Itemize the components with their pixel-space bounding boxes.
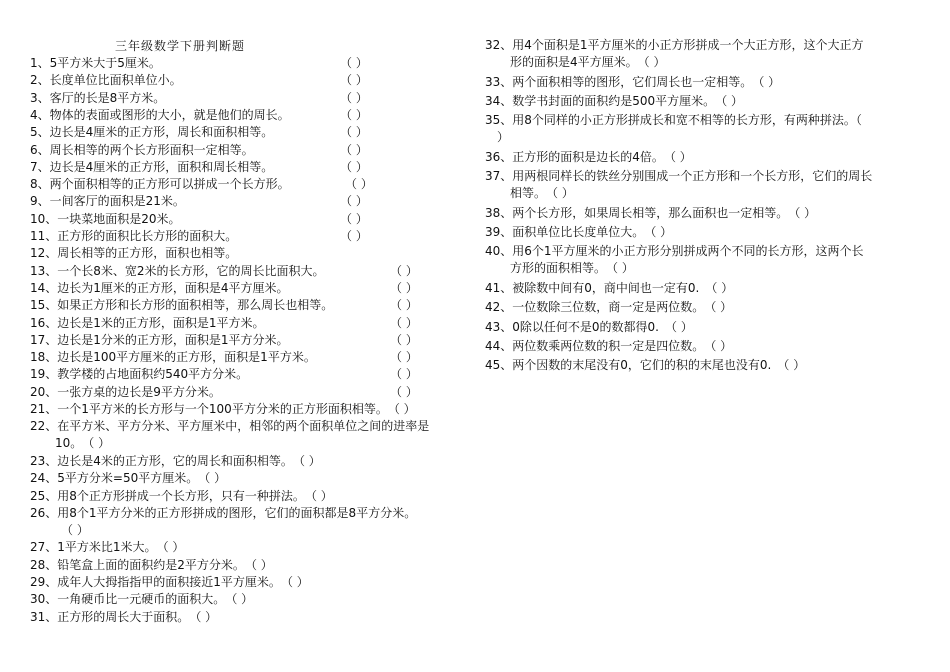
question-text: 用两根同样长的铁丝分别围成一个正方形和一个长方形，它们的周长	[512, 169, 873, 184]
question-text: 教学楼的占地面积约540平方分米。	[57, 367, 249, 382]
answer-bracket[interactable]: （ ）	[204, 471, 227, 486]
question-number: 43、	[485, 319, 513, 334]
question-text: 长度单位比面积单位小。	[49, 73, 182, 88]
question-text: 正方形的面积比长方形的面积大。	[57, 229, 238, 243]
question-text: 边长是4厘米的正方形，周长和面积相等。	[49, 125, 274, 140]
question-text: 两个面积相等的正方形可以拼成一个长方形。	[49, 177, 290, 192]
answer-bracket[interactable]: （ ）	[286, 575, 309, 589]
question-text: 两个长方形，如果周长相等，那么面积也一定相等。	[512, 205, 783, 220]
question-text: 两位数乘两位数的积一定是四位数。	[512, 338, 699, 353]
question-text: 1平方米比1米大。	[57, 540, 151, 555]
answer-bracket[interactable]: （ ）	[88, 436, 111, 451]
question-text: 0除以任何不是0的数都得0.	[512, 319, 660, 334]
answer-bracket[interactable]: （ ）	[710, 300, 733, 315]
question-item	[485, 338, 925, 355]
question-item	[30, 176, 470, 193]
question-text: 边长是1分米的正方形，面积是1平方分米。	[57, 332, 289, 347]
question-item	[30, 263, 470, 280]
question-number: 15、	[30, 298, 58, 313]
answer-bracket[interactable]: （ ）	[340, 73, 368, 88]
question-text-continued: 形的面积是4平方厘米。	[510, 55, 632, 69]
answer-bracket[interactable]: （ ）	[758, 74, 781, 89]
answer-bracket[interactable]: （ ）	[390, 332, 418, 347]
question-text: 数学书封面的面积约是500平方厘米。	[512, 93, 710, 108]
question-text-continued: 方形的面积相等。	[510, 261, 601, 276]
question-item	[30, 609, 470, 626]
question-text: 用8个1平方分米的正方形拼成的图形，它们的面积都是8平方分米。	[57, 505, 417, 520]
question-number: 5、	[30, 125, 50, 140]
question-text: 一个1平方米的长方形与一个100平方分米的正方形面积相等。	[57, 402, 382, 416]
question-item	[30, 280, 470, 297]
question-item	[30, 539, 470, 556]
question-item	[485, 299, 925, 316]
answer-bracket[interactable]: （ ）	[643, 55, 666, 69]
question-item	[30, 72, 470, 89]
question-number: 42、	[485, 300, 513, 315]
question-item	[30, 591, 470, 608]
question-continuation	[30, 435, 470, 452]
answer-bracket[interactable]: （ ）	[340, 125, 368, 140]
question-text: 面积单位比长度单位大。	[512, 225, 639, 239]
answer-bracket[interactable]: （ ）	[310, 488, 333, 503]
question-item	[30, 55, 470, 72]
question-text: 一角硬币比一元硬币的面积大。	[57, 592, 220, 607]
answer-bracket[interactable]: （ ）	[231, 592, 254, 607]
question-item	[30, 124, 470, 141]
question-number: 12、	[30, 246, 58, 261]
question-text: 用6个1平方厘米的小正方形分别拼成两个不同的长方形，这两个长	[512, 244, 864, 259]
question-item	[485, 149, 925, 166]
question-item	[30, 418, 470, 452]
answer-bracket[interactable]: （ ）	[390, 367, 418, 382]
question-number: 6、	[30, 142, 50, 157]
question-number: 35、	[485, 113, 513, 128]
question-number: 31、	[30, 609, 58, 624]
question-text: 边长是4米的正方形，它的周长和面积相等。	[57, 453, 287, 468]
question-text: 用8个同样的小正方形拼成长和宽不相等的长方形，有两种拼法。（	[512, 113, 862, 128]
question-text: 用8个正方形拼成一个长方形，只有一种拼法。	[57, 488, 299, 503]
answer-bracket[interactable]: （ ）	[710, 338, 733, 353]
question-item	[30, 90, 470, 107]
question-item	[485, 74, 925, 91]
question-text: 用4个面积是1平方厘米的小正方形拼成一个大正方形，这个大正方	[512, 38, 864, 52]
question-number: 39、	[485, 225, 513, 239]
question-item	[30, 366, 470, 383]
answer-bracket[interactable]: （ ）	[298, 453, 321, 468]
question-number: 13、	[30, 263, 58, 278]
question-item	[30, 401, 470, 418]
question-item	[30, 488, 470, 505]
question-text-continued: 相等。	[510, 186, 541, 201]
question-item	[30, 211, 470, 228]
question-item	[30, 297, 470, 314]
question-item	[485, 319, 925, 336]
question-text: 被除数中间有0，商中间也一定有0.	[512, 280, 700, 295]
question-item	[30, 505, 470, 539]
answer-bracket[interactable]: （ ）	[340, 56, 368, 70]
question-number: 32、	[485, 38, 513, 52]
question-item	[485, 205, 925, 222]
question-item	[485, 280, 925, 297]
question-text: 一间客厅的面积是21米。	[49, 194, 185, 209]
question-item	[30, 245, 470, 262]
question-item	[30, 193, 470, 210]
answer-bracket[interactable]: （ ）	[390, 384, 418, 399]
question-item	[30, 557, 470, 574]
question-continuation	[485, 185, 925, 202]
question-number: 33、	[485, 74, 513, 89]
answer-bracket[interactable]: （ ）	[721, 93, 744, 108]
question-text: 周长相等的两个长方形面积一定相等。	[49, 142, 254, 157]
question-item	[485, 93, 925, 110]
question-text: 5平方分米=50平方厘米。	[57, 471, 193, 486]
question-text: 边长是4厘米的正方形，面积和周长相等。	[49, 159, 274, 174]
question-item	[485, 357, 925, 374]
answer-bracket[interactable]: （ ）	[340, 142, 368, 157]
question-text: 一位数除三位数，商一定是两位数。	[512, 300, 699, 315]
question-number: 10、	[30, 211, 58, 226]
question-text: 两个因数的末尾没有0，它们的积的末尾也没有0.	[512, 358, 772, 373]
question-number: 3、	[30, 90, 50, 105]
question-item	[30, 107, 470, 124]
page-title: 三年级数学下册判断题	[115, 39, 246, 53]
question-text: 如果正方形和长方形的面积相等，那么周长也相等。	[57, 298, 334, 313]
question-number: 38、	[485, 205, 513, 220]
question-item	[30, 228, 470, 245]
question-text: 客厅的长是8平方米。	[49, 90, 166, 105]
question-continuation	[30, 522, 470, 539]
question-text: 周长相等的正方形，面积也相等。	[57, 246, 238, 261]
question-item	[30, 315, 470, 332]
question-item	[30, 159, 470, 176]
question-text: 一张方桌的边长是9平方分米。	[57, 384, 221, 399]
question-item	[485, 168, 925, 202]
question-number: 37、	[485, 169, 513, 184]
answer-bracket[interactable]: （ ）	[162, 540, 185, 555]
question-number: 29、	[30, 575, 58, 589]
answer-bracket[interactable]: （ ）	[783, 358, 806, 373]
question-item	[485, 112, 925, 146]
question-number: 21、	[30, 402, 58, 416]
question-text: 物体的表面或图形的大小，就是他们的周长。	[49, 107, 290, 122]
question-number: 44、	[485, 338, 513, 353]
question-item	[485, 37, 925, 71]
answer-bracket[interactable]: （ ）	[390, 263, 418, 278]
question-text: 正方形的面积是边长的4倍。	[512, 149, 658, 164]
answer-bracket[interactable]: （ ）	[390, 280, 418, 295]
question-number: 28、	[30, 557, 58, 572]
question-number: 30、	[30, 592, 58, 607]
question-item	[485, 243, 925, 277]
answer-bracket[interactable]: （ ）	[67, 522, 89, 537]
question-item	[30, 574, 470, 591]
question-item	[485, 224, 925, 241]
answer-bracket[interactable]: （ ）	[340, 229, 368, 243]
question-number: 40、	[485, 244, 513, 259]
question-text: 正方形的周长大于面积。	[57, 609, 184, 624]
question-text: 一块菜地面积是20米。	[57, 211, 181, 226]
question-number: 26、	[30, 505, 58, 520]
question-number: 22、	[30, 419, 58, 434]
answer-bracket[interactable]: （ ）	[340, 211, 368, 226]
answer-bracket[interactable]: （ ）	[390, 298, 418, 313]
question-number: 14、	[30, 280, 58, 295]
question-item	[30, 470, 470, 487]
answer-bracket[interactable]: （ ）	[390, 350, 418, 365]
question-number: 9、	[30, 194, 50, 209]
question-number: 7、	[30, 159, 50, 174]
question-text: 5平方米大于5厘米。	[49, 56, 161, 70]
question-text: 铅笔盒上面的面积约是2平方分米。	[57, 557, 239, 572]
question-number: 8、	[30, 177, 50, 192]
question-text: 边长是1米的正方形，面积是1平方米。	[57, 315, 265, 330]
answer-bracket[interactable]: （ ）	[393, 402, 416, 416]
question-number: 2、	[30, 73, 50, 88]
question-text: 两个面积相等的图形，它们周长也一定相等。	[512, 74, 747, 89]
answer-bracket[interactable]: （ ）	[340, 159, 368, 174]
answer-bracket[interactable]: （ ）	[669, 149, 692, 164]
question-number: 25、	[30, 488, 58, 503]
question-number: 23、	[30, 453, 58, 468]
question-number: 18、	[30, 350, 58, 365]
question-item	[30, 142, 470, 159]
question-number: 36、	[485, 149, 513, 164]
question-number: 34、	[485, 93, 513, 108]
question-item	[30, 349, 470, 366]
question-text: 在平方米、平方分米、平方厘米中，相邻的两个面积单位之间的进率是	[57, 419, 430, 434]
question-continuation	[485, 129, 925, 146]
answer-bracket[interactable]: （ ）	[794, 205, 817, 220]
question-number: 11、	[30, 229, 58, 243]
answer-bracket[interactable]: （ ）	[250, 557, 273, 572]
answer-bracket[interactable]: （ ）	[340, 90, 368, 105]
question-number: 19、	[30, 367, 58, 382]
answer-bracket[interactable]: （ ）	[195, 609, 218, 624]
question-number: 16、	[30, 315, 58, 330]
answer-bracket[interactable]: （ ）	[340, 194, 368, 209]
question-continuation	[485, 260, 925, 277]
answer-bracket[interactable]: （ ）	[552, 186, 574, 201]
question-item	[30, 384, 470, 401]
answer-bracket[interactable]: （ ）	[340, 107, 368, 122]
question-text-continued: 10。	[55, 436, 77, 451]
question-text: 成年人大拇指指甲的面积接近1平方厘米。	[57, 575, 275, 589]
question-text: 边长为1厘米的正方形，面积是4平方厘米。	[57, 280, 289, 295]
question-number: 41、	[485, 280, 513, 295]
answer-bracket[interactable]: （ ）	[390, 315, 418, 330]
question-text-continued: ）	[497, 130, 510, 145]
question-number: 4、	[30, 107, 50, 122]
question-text: 边长是100平方厘米的正方形，面积是1平方米。	[57, 350, 316, 365]
question-item	[30, 332, 470, 349]
question-text: 一个长8米、宽2米的长方形，它的周长比面积大。	[57, 263, 325, 278]
question-item	[30, 453, 470, 470]
question-number: 24、	[30, 471, 58, 486]
answer-bracket[interactable]: （ ）	[345, 177, 373, 192]
answer-bracket[interactable]: （ ）	[650, 225, 673, 239]
question-continuation	[485, 54, 925, 71]
answer-bracket[interactable]: （ ）	[612, 261, 634, 276]
question-number: 1、	[30, 56, 50, 70]
answer-bracket[interactable]: （ ）	[711, 280, 734, 295]
question-number: 27、	[30, 540, 58, 555]
question-number: 45、	[485, 358, 513, 373]
answer-bracket[interactable]: （ ）	[671, 319, 693, 334]
question-number: 17、	[30, 332, 58, 347]
question-number: 20、	[30, 384, 58, 399]
